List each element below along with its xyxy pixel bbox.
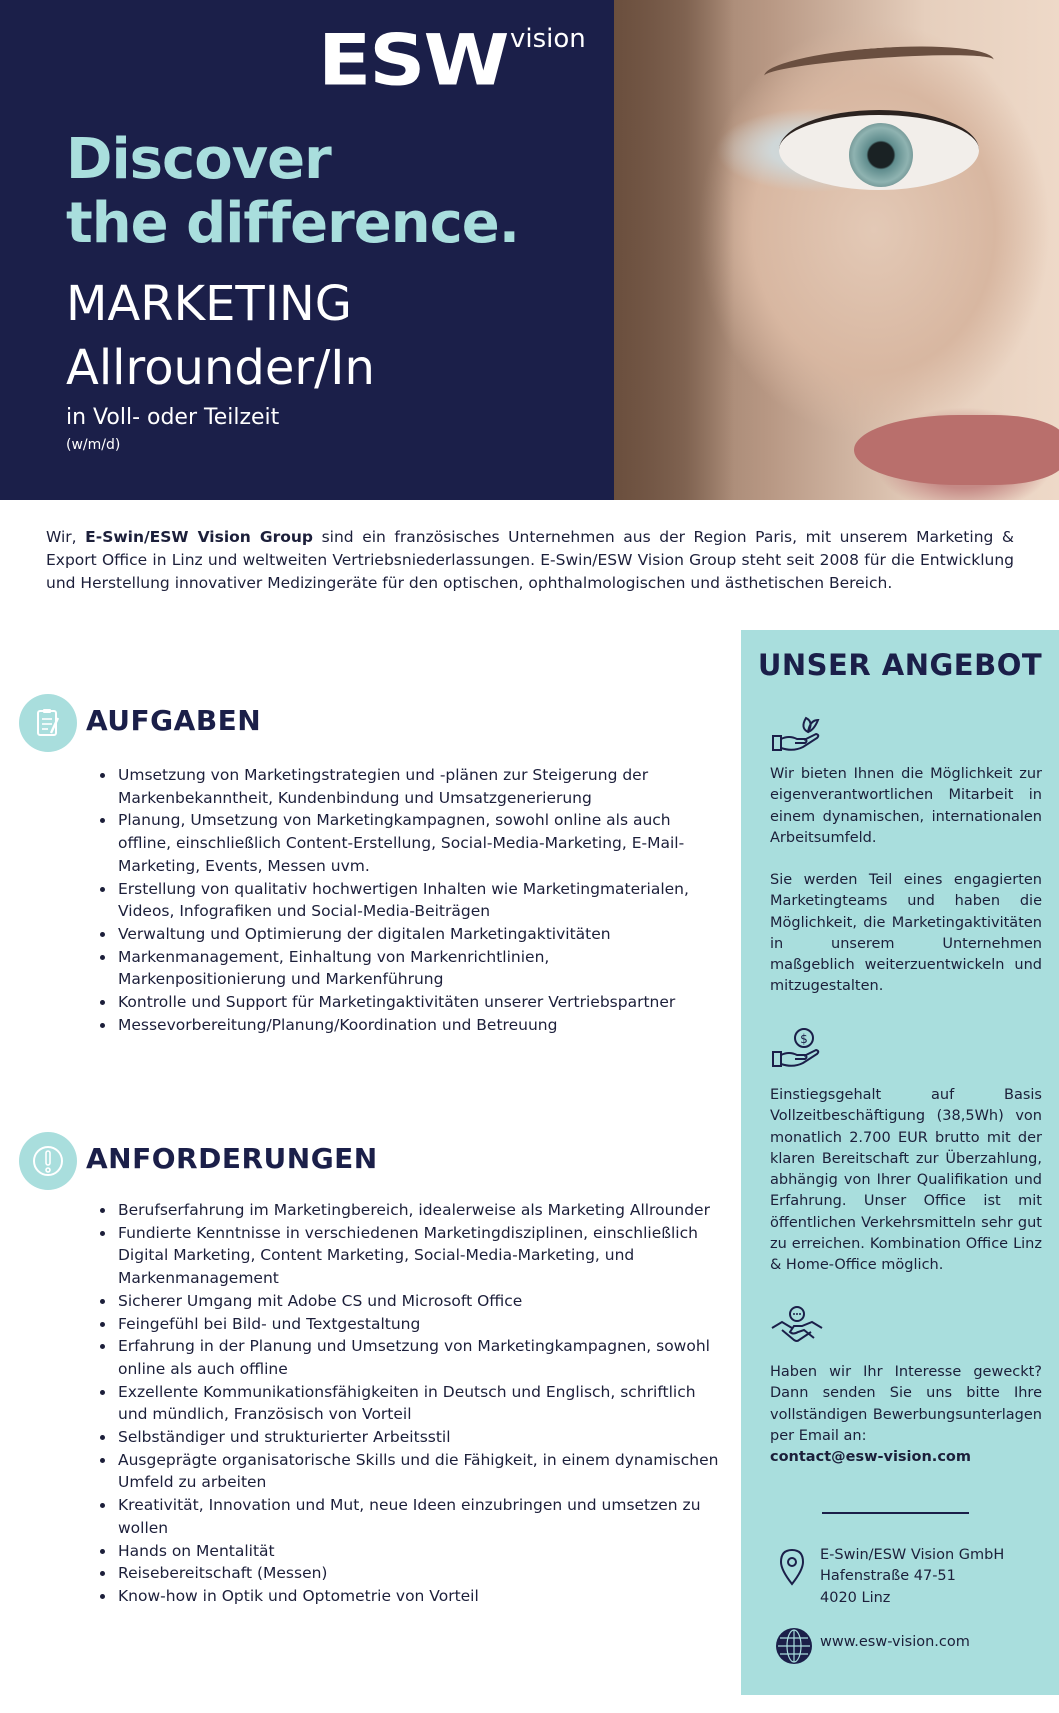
photo-eyebrow	[763, 40, 995, 96]
offer-paragraph-1: Wir bieten Ihnen die Möglichkeit zur eigenverantwortlichen Mitarbeit in einem dynamischen, internationalen Arbeitsumfeld.	[770, 766, 1042, 846]
list-item: • Verwaltung und Optimierung der digitalen Marketingaktivitäten	[116, 923, 714, 946]
handshake-icon	[770, 1306, 824, 1350]
svg-text:$: $	[800, 1032, 808, 1046]
photo-iris	[849, 123, 913, 187]
tasks-heading: AUFGABEN	[86, 704, 262, 737]
requirements-list	[94, 1199, 724, 1608]
offer-paragraph-4	[770, 1362, 1042, 1468]
headline-line-1: Discover	[66, 127, 331, 192]
requirements-heading: ANFORDERUNGEN	[86, 1142, 378, 1175]
offer-sidebar	[741, 630, 1059, 1695]
employment-type: in Voll- oder Teilzeit	[66, 405, 280, 430]
list-item: • Markenmanagement, Einhaltung von Markenrichtlinien, Markenpositionierung und Markenführung	[116, 946, 714, 991]
list-item: • Know-how in Optik und Optometrie von Vorteil	[116, 1585, 724, 1608]
job-title	[66, 272, 375, 400]
hand-money-icon	[770, 1026, 824, 1070]
list-item: • Erfahrung in der Planung und Umsetzung von Marketingkampagnen, sowohl online als auch offline	[116, 1335, 724, 1380]
offer-cta-text: Haben wir Ihr Interesse geweckt? Dann senden Sie uns bitte Ihre vollständigen Bewerbungsunterlagen per Email an:	[770, 1364, 1042, 1444]
esw-vision-logo	[318, 20, 586, 102]
intro-text: sind ein französisches Unternehmen aus der Region Paris, mit unserem Marketing & Export Office in Linz und weltweiten Vertriebsniederlassungen. E-Swin/ESW Vision Group steht seit 2008 für die Entwicklung und Herstellung innovativer Medizingeräte für den optischen, ophthalmologischen und ästhetischen Bereich.	[46, 528, 1015, 592]
list-item: • Erstellung von qualitativ hochwertigen Inhalten wie Marketingmaterialen, Videos, Infografiken und Social-Media-Beiträgen	[116, 878, 714, 923]
company-intro	[46, 526, 1014, 595]
gender-note: (w/m/d)	[66, 437, 121, 453]
offer-paragraph-2: Sie werden Teil eines engagierten Marketingteams und haben die Möglichkeit, die Marketingaktivitäten in unserem Unternehmen maßgeblich weiterzuentwickeln und mitzugestalten.	[770, 872, 1042, 995]
list-item: • Exzellente Kommunikationsfähigkeiten in Deutsch und Englisch, schriftlich und mündlich, Französisch von Vorteil	[116, 1381, 724, 1426]
offer-paragraph-3: Einstiegsgehalt auf Basis Vollzeitbeschäftigung (38,5Wh) von monatlich 2.700 EUR brutto mit der klaren Bereitschaft zur Überzahlung, abhängig von Ihrer Qualifikation und Erfahrung. Unser Office ist mit öffentlichen Verkehrsmitteln sehr gut zu erreichen. Kombination Office Linz & Home-Office möglich.	[770, 1087, 1042, 1274]
list-item: • Messevorbereitung/Planung/Koordination und Betreuung	[116, 1014, 714, 1037]
address-company: E-Swin/ESW Vision GmbH	[820, 1547, 1005, 1563]
job-title-line-1: MARKETING	[66, 276, 352, 332]
sidebar-divider	[822, 1512, 969, 1514]
list-item: • Kontrolle und Support für Marketingaktivitäten unserer Vertriebspartner	[116, 991, 714, 1014]
website-link[interactable]: www.esw-vision.com	[820, 1634, 970, 1650]
hero-headline	[66, 128, 519, 256]
list-item: • Umsetzung von Marketingstrategien und -plänen zur Steigerung der Markenbekanntheit, Kundenbindung und Umsatzgenerierung	[116, 764, 714, 809]
list-item: • Ausgeprägte organisatorische Skills und die Fähigkeit, in einem dynamischen Umfeld zu arbeiten	[116, 1449, 724, 1494]
list-item: • Planung, Umsetzung von Marketingkampagnen, sowohl online als auch offline, einschließlich Content-Erstellung, Social-Media-Marketing, E-Mail-Marketing, Events, Messen uvm.	[116, 809, 714, 877]
logo-wordmark: ESW	[318, 20, 508, 102]
list-item: • Selbständiger und strukturierter Arbeitsstil	[116, 1426, 724, 1449]
contact-email-link[interactable]: contact@esw-vision.com	[770, 1449, 971, 1466]
photo-eye	[779, 110, 979, 190]
logo-vision-text: vision	[510, 24, 586, 54]
headline-line-2: the difference.	[66, 191, 520, 256]
list-item: • Sicherer Umgang mit Adobe CS und Microsoft Office	[116, 1290, 724, 1313]
list-item: • Reisebereitschaft (Messen)	[116, 1562, 724, 1585]
list-item: • Kreativität, Innovation und Mut, neue Ideen einzubringen und umsetzen zu wollen	[116, 1494, 724, 1539]
hero-navy-panel	[0, 0, 614, 500]
list-item: • Fundierte Kenntnisse in verschiedenen Marketingdisziplinen, einschließlich Digital Marketing, Content Marketing, Social-Media-Marketing, und Markenmanagement	[116, 1222, 724, 1290]
job-title-line-2: Allrounder/In	[66, 340, 375, 396]
hero-face-photo	[614, 0, 1059, 500]
hero-banner	[0, 0, 1059, 500]
clipboard-icon	[19, 694, 77, 752]
address-city: 4020 Linz	[820, 1589, 891, 1606]
address-street: Hafenstraße 47-51	[820, 1568, 956, 1585]
tasks-list	[94, 764, 714, 1036]
photo-lips	[854, 415, 1059, 485]
list-item: • Feingefühl bei Bild- und Textgestaltung	[116, 1313, 724, 1336]
hand-plant-icon	[770, 710, 824, 754]
list-item: • Hands on Mentalität	[116, 1540, 724, 1563]
contact-address	[820, 1545, 1004, 1609]
offer-heading: UNSER ANGEBOT	[757, 648, 1043, 682]
location-pin-icon	[775, 1548, 809, 1588]
photo-hair	[614, 0, 734, 500]
globe-icon	[776, 1628, 812, 1664]
list-item: • Berufserfahrung im Marketingbereich, idealerweise als Marketing Allrounder	[116, 1199, 724, 1222]
exclamation-icon	[19, 1132, 77, 1190]
intro-lead: Wir,	[46, 528, 86, 546]
intro-company: E-Swin/ESW Vision Group	[85, 528, 314, 546]
